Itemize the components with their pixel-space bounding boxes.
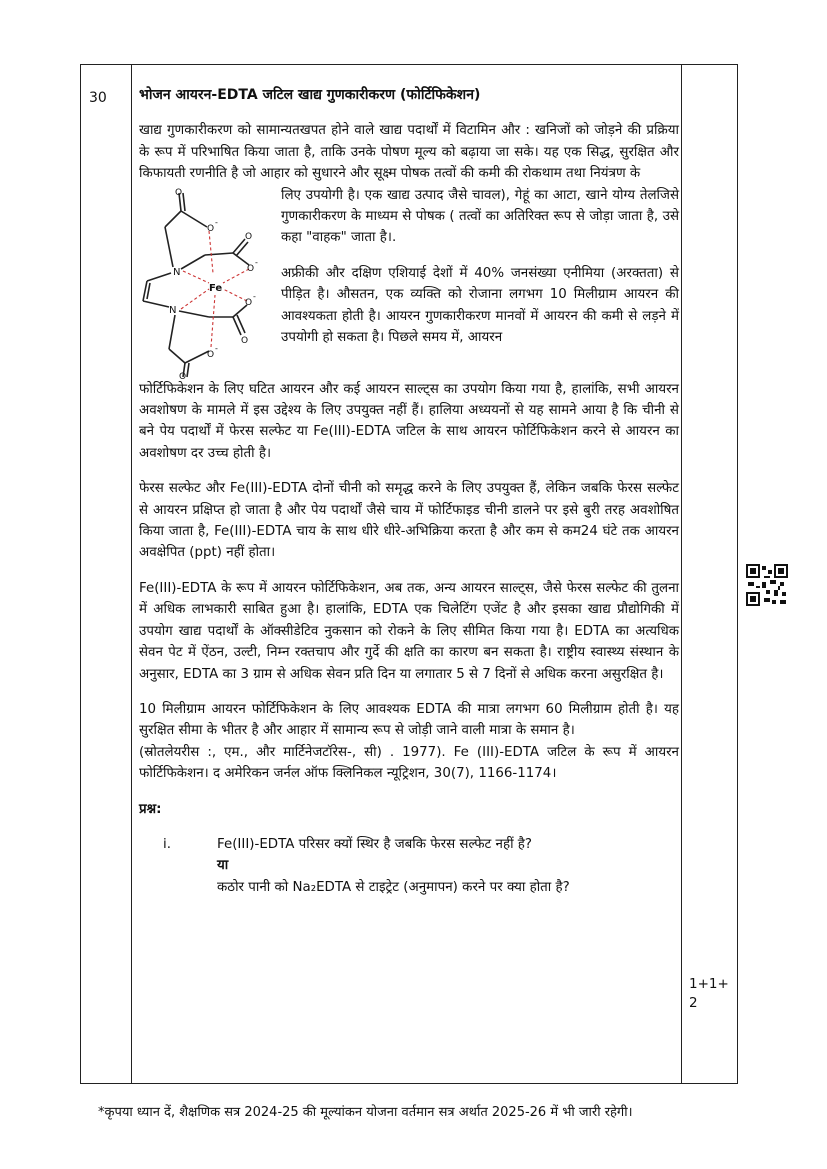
oxygen-label-7: O	[207, 349, 215, 360]
oxygen-label-6: O	[241, 335, 249, 346]
para-intro: खाद्य गुणकारीकरण को सामान्यतखपत होने वाले खाद्य पदार्थों में विटामिन और : खनिजों को जोड़ने की प्रक्रिया के रूप में परिभाषित किया जाता है, ताकि उनके पोषण मूल्य को बढ़ाया जा सके। यह एक सिद्ध, सुरक्षित और किफायती रणनीति है जो आहार को सुधारने और सूक्ष्म पोषक तत्वों की कमी की रोकथाम तथा नियंत्रण के	[139, 123, 679, 182]
question-item-i	[139, 834, 679, 898]
oxygen-label-2: O	[207, 223, 215, 234]
intro-section	[139, 120, 679, 464]
or-label: या	[217, 858, 229, 874]
charge-label-2: -	[215, 217, 218, 227]
column-divider-right	[681, 65, 682, 1083]
charge-label-7: -	[215, 343, 218, 353]
column-divider-left	[131, 65, 132, 1083]
footer-note: *कृपया ध्यान दें, शैक्षणिक सत्र 2024-25 की मूल्यांकन योजना वर्तमान सत्र अर्थात 2025-26 में भी जारी रहेगी।	[98, 1105, 633, 1120]
nitrogen-label-bottom: N	[169, 304, 177, 316]
fe-edta-structure-diagram	[133, 187, 275, 379]
question-roman-numeral: i.	[163, 836, 171, 852]
para-iron-salts: फोर्टिफिकेशन के लिए घटित आयरन और कई आयरन साल्ट्स का उपयोग किया गया है, हालांकि, सभी आयरन अवशोषण के मामले में इस उद्देश्य के लिए उपयुक्त नहीं हैं। हालिया अध्ययनों से यह सामने आया है कि चीनी से बने पेय पदार्थों में फेरस सल्फेट या Fe(III)-EDTA जटिल के साथ आयरन फोर्टिफिकेशन करने से आयरन का अवशोषण दर उच्च होती है।	[139, 381, 679, 461]
para-ferrous-sulfate: फेरस सल्फेट और Fe(III)-EDTA दोनों चीनी को समृद्ध करने के लिए उपयुक्त हैं, लेकिन जबकि फेरस सल्फेट से आयरन प्रक्षिप्त हो जाता है और पेय पदार्थों जैसे चाय में फोर्टिफाइड चीनी डालने पर इसे बुरी तरह अवशोषित किया जाता है, Fe(III)-EDTA चाय के साथ धीरे धीरे-अभिक्रिया करता है और कम से कम24 घंटे तक आयरन अवक्षेपित (ppt) नहीं होता।	[139, 481, 679, 561]
para-carrier: लिए उपयोगी है। एक खाद्य उत्पाद जैसे चावल), गेहूं का आटा, खाने योग्य तेलजिसे गुणकारीकरण के माध्यम से पोषक ( तत्वों का अतिरिक्त रूप से जोड़ा जाता है, उसे कहा "वाहक" जाता है।.	[281, 187, 679, 246]
marks-cell	[689, 975, 733, 1013]
marks-line-2: 2	[689, 995, 698, 1011]
oxygen-label-4: O	[247, 263, 255, 274]
question-content	[139, 85, 679, 898]
nitrogen-label-top: N	[173, 266, 181, 278]
marks-line-1: 1+1+	[689, 976, 729, 992]
source-reference: (स्रोतलेयरीस :, एम., और मार्टिनेजटॉरेस-, सी) . 1977). Fe (III)-EDTA जटिल के रूप में आयरन फोर्टिफिकेशन। द अमेरिकन जर्नल ऑफ क्लिनिकल न्यूट्रिशन, 30(7), 1166-1174।	[139, 744, 679, 782]
oxygen-label-5: O	[245, 297, 253, 308]
question-number: 30	[89, 90, 107, 106]
question-i-text: Fe(III)-EDTA परिसर क्यों स्थिर है जबकि फेरस सल्फेट नहीं है?	[217, 836, 533, 852]
para-edta-amount: 10 मिलीग्राम आयरन फोर्टिफिकेशन के लिए आवश्यक EDTA की मात्रा लगभग 60 मिलीग्राम होती है। यह सुरक्षित सीमा के भीतर है और आहार में सामान्य रूप से जोड़ी जाने वाली मात्रा के समान है।	[139, 701, 679, 739]
para-edta-benefits: Fe(III)-EDTA के रूप में आयरन फोर्टिफिकेशन, अब तक, अन्य आयरन साल्ट्स, जैसे फेरस सल्फेट की तुलना में अधिक लाभकारी साबित हुआ है। हालांकि, EDTA एक चिलेटिंग एजेंट है और इसका खाद्य प्रौद्योगिकी में उपयोग खाद्य पदार्थों के ऑक्सीडेटिव नुकसान को रोकने के लिए सीमित किया गया है। EDTA का अत्यधिक सेवन पेट में ऐंठन, उल्टी, निम्न रक्तचाप और गुर्दे की क्षति का कारण बन सकता है। राष्ट्रीय स्वास्थ्य संस्थान के अनुसार, EDTA का 3 ग्राम से अधिक सेवन प्रति दिन या लगातार 5 से 7 दिनों से अधिक करना असुरक्षित है।	[139, 580, 679, 682]
oxygen-label-8: O	[179, 371, 187, 379]
oxygen-label-3: O	[245, 231, 253, 242]
question-i-alt-text: कठोर पानी को Na₂EDTA से टाइट्रेट (अनुमापन) करने पर क्या होता है?	[217, 879, 570, 895]
qr-code-icon	[746, 564, 788, 606]
para-anemia: अफ्रीकी और दक्षिण एशियाई देशों में 40% जनसंख्या एनीमिया (अरक्तता) से पीड़ित है। औसतन, एक व्यक्ति को रोजाना लगभग 10 मिलीग्राम आयरन की आवश्यकता होती है। आयरन गुणकारीकरण मानवों में आयरन की कमी से लड़ने में उपयोगी हो सकता है। पिछले समय में, आयरन	[281, 265, 679, 346]
charge-label-4: -	[255, 257, 258, 267]
fe-atom-label: Fe	[209, 282, 223, 294]
question-table	[80, 64, 738, 1084]
charge-label-5: -	[253, 291, 256, 301]
oxygen-label-1: O	[175, 187, 183, 198]
questions-label: प्रश्न:	[139, 801, 162, 817]
question-title: भोजन आयरन-EDTA जटिल खाद्य गुणकारीकरण (फोर्टिफिकेशन)	[139, 87, 481, 103]
